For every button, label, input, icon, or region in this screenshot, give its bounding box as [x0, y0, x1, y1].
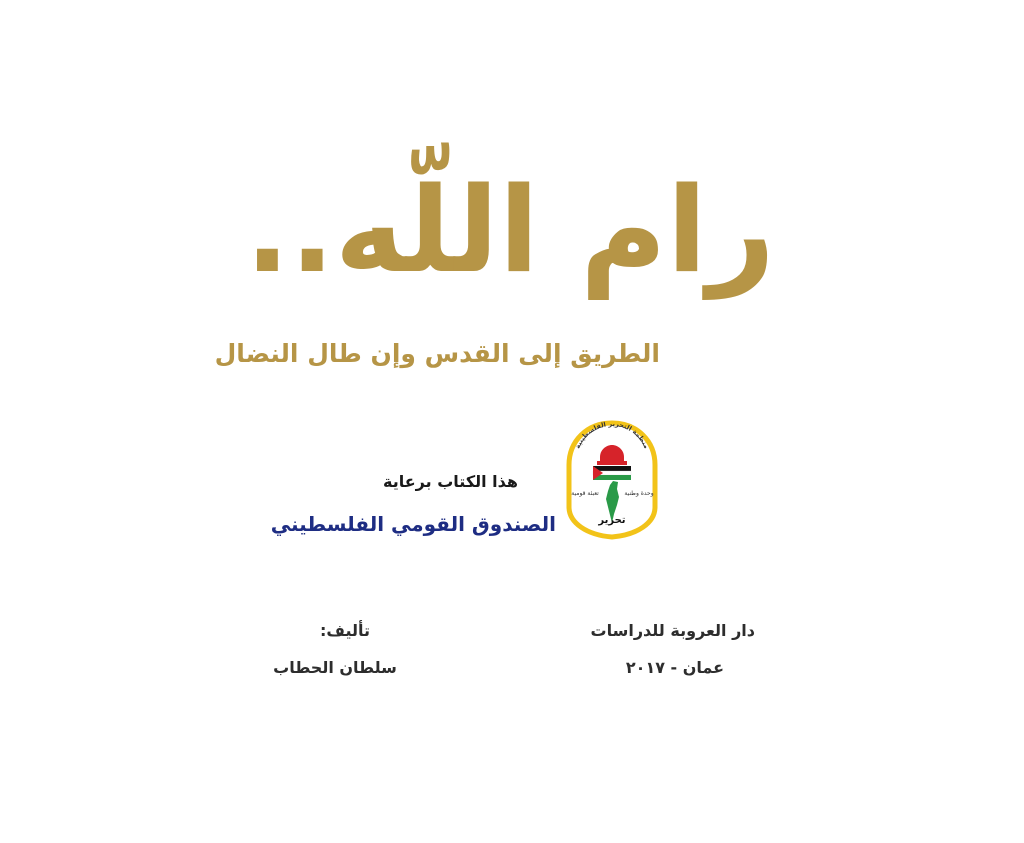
emblem-arc-text: منظمة التحرير الفلسطينية [573, 419, 651, 450]
publisher-name: دار العروبة للدراسات [590, 621, 755, 640]
book-subtitle: الطريق إلى القدس وإن طال النضال [214, 339, 660, 368]
plo-emblem-icon [563, 419, 661, 541]
emblem-right-text: تعبئة قومية [571, 490, 599, 497]
sponsor-name: الصندوق القومي الفلسطيني [270, 512, 556, 536]
book-title: رام اللّه.. [244, 161, 776, 299]
emblem-dome-base [597, 461, 627, 465]
author-label: تأليف: [319, 621, 370, 640]
author-name: سلطان الحطاب [273, 658, 397, 677]
publication-city-year: عمان - ٢٠١٧ [625, 658, 725, 677]
sponsorship-lead-text: هذا الكتاب برعاية [383, 472, 518, 491]
emblem-left-text: وحدة وطنية [624, 490, 654, 497]
emblem-bottom-text: تحرير [598, 515, 626, 526]
